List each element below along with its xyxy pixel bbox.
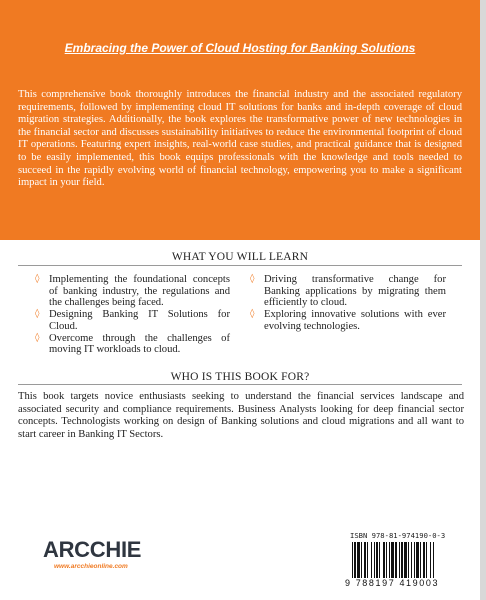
learn-list-right — [250, 274, 446, 333]
list-item — [35, 309, 230, 332]
cover-blurb: This comprehensive book thoroughly introduces the financial industry and the associated regulatory requirements, followed by implementing cloud IT solutions for banks and in-depth coverage of cloud migration strategies. Additionally, the book explores the transformative power of new technologies in the financial sector and discusses sustainability initiatives to reduce the environmental footprint of cloud IT operations. Featuring expert insights, real-world case studies, and practical guidance that is designed to be easily implemented, this book equips professionals with the knowledge and tools needed to succeed in the rapidly evolving world of financial technology, empowering you to make a significant impact in your field. — [18, 89, 462, 189]
list-item — [250, 309, 446, 332]
diamond-icon: ◊ — [35, 309, 40, 320]
barcode-bar — [389, 542, 390, 578]
barcode — [352, 542, 460, 578]
list-item — [35, 274, 230, 309]
barcode-bar — [371, 542, 372, 578]
barcode-bar — [391, 542, 394, 578]
barcode-bar — [411, 542, 412, 578]
diamond-icon: ◊ — [35, 332, 40, 343]
diamond-icon: ◊ — [250, 274, 255, 284]
list-item-text: Exploring innovative solutions with ever evolving technologies. — [264, 309, 446, 332]
diamond-icon: ◊ — [250, 309, 255, 320]
isbn-label: ISBN 978-81-974190-0-3 — [350, 531, 446, 540]
cover-heading: Embracing the Power of Cloud Hosting for Banking Solutions — [64, 41, 416, 55]
list-item-text: Driving transformative change for Banking applications by migrating them efficiently to cloud. — [264, 274, 446, 309]
barcode-bar — [386, 542, 387, 578]
barcode-bar — [361, 542, 362, 578]
barcode-bar — [395, 542, 397, 578]
barcode-bar — [367, 542, 368, 578]
barcode-bar — [376, 542, 378, 578]
list-item-text: Designing Banking IT Solutions for Cloud. — [49, 309, 230, 332]
list-item — [35, 333, 230, 356]
barcode-bar — [433, 542, 434, 578]
barcode-bar — [374, 542, 375, 578]
barcode-bar — [416, 542, 419, 578]
barcode-bar — [430, 542, 431, 578]
publisher-logo: ARCCHIE — [43, 537, 142, 562]
barcode-bar — [383, 542, 385, 578]
barcode-bar — [379, 542, 380, 578]
page-edge-shadow — [480, 0, 486, 600]
barcode-bar — [354, 542, 356, 578]
barcode-bar — [423, 542, 425, 578]
who-divider — [18, 384, 462, 385]
barcode-digits: 9 788197 419003 — [345, 578, 440, 588]
barcode-bar — [352, 542, 353, 578]
learn-divider — [18, 265, 462, 266]
barcode-bar — [357, 542, 360, 578]
barcode-bar — [420, 542, 421, 578]
who-section-title: WHO IS THIS BOOK FOR? — [170, 371, 310, 383]
publisher-url: www.arcchieonline.com — [54, 563, 128, 570]
diamond-icon: ◊ — [35, 274, 40, 284]
barcode-bar — [399, 542, 400, 578]
barcode-bar — [426, 542, 427, 578]
learn-section-title: WHAT YOU WILL LEARN — [171, 251, 309, 263]
learn-list-left — [35, 274, 230, 356]
list-item-text: Overcome through the challenges of moving IT workloads to cloud. — [49, 332, 230, 356]
barcode-bar — [404, 542, 407, 578]
list-item-text: Implementing the foundational concepts of banking industry, the regulations and the challenges being faced. — [49, 274, 230, 309]
list-item — [250, 274, 446, 309]
barcode-bar — [364, 542, 366, 578]
who-description: This book targets novice enthusiasts seeking to understand the financial services landscape and associated security and compliance requirements. Business Analysts looking for deep financial sector concepts. Technologists working on design of Banking solutions and cloud migrations and all want to start career in Banking IT Sectors. — [18, 391, 464, 440]
barcode-bar — [401, 542, 403, 578]
barcode-bar — [408, 542, 409, 578]
barcode-bar — [414, 542, 415, 578]
